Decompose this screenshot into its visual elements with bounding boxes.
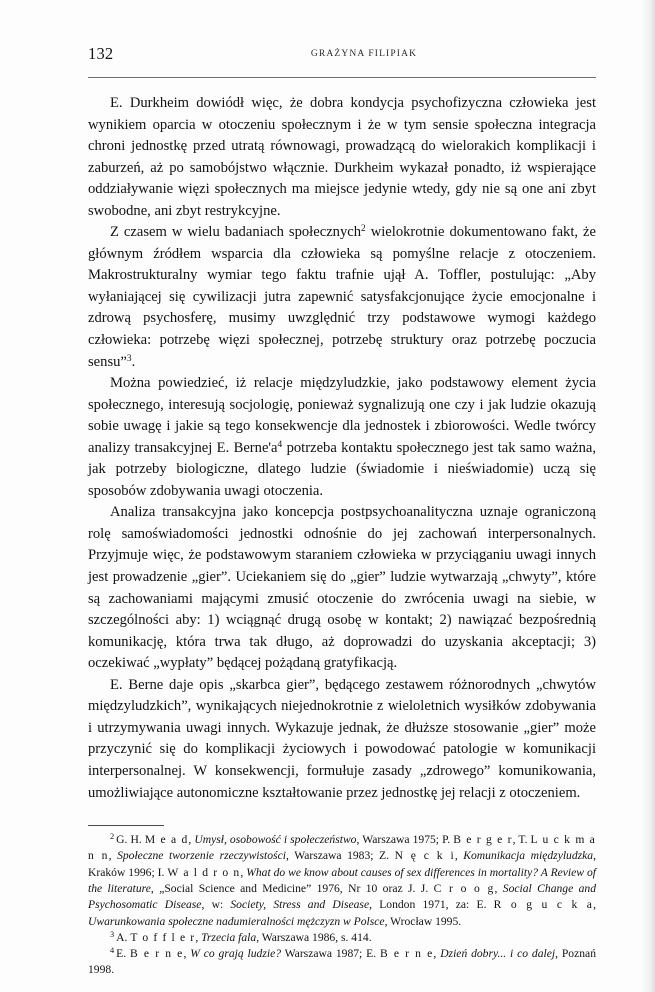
- footnote-author: M e a d: [144, 833, 189, 847]
- footnote-author: B e r g e r: [453, 833, 513, 847]
- footnote-text: , Kraków 1996; I.: [88, 849, 597, 879]
- footnote-author: T o f f l e r: [130, 930, 196, 944]
- footnote-author: B e r n e: [130, 947, 184, 961]
- body-paragraph: E. Berne daje opis „skarbca gier”, będącego zestawem różnorodnych „chwytów międzyludzkich”, wynikających niejednokrotnie z wieloletnich wysiłków zdobywania i utrzymywania uwagi innych. Wykazuje jednak, że dłuższe stosowanie „gier” może przyczynić się do komplikacji życiowych i powodować patologie w komunikacji interpersonalnej. W konsekwencji, formułuje zasady „zdrowego” komunikowania, umożliwiające autonomiczne kształtowanie przez jednostkę jej relacji z otoczeniem.: [88, 676, 596, 801]
- footnote-entry: [88, 832, 596, 930]
- footnote-title: Social Change and Psychosomatic Disease: [88, 881, 597, 912]
- body-paragraph: Z czasem w wielu badaniach społecznych$^2$ wielokrotnie dokumentowano fakt, że głównym źródłem wsparcia dla człowieka są pomyślne relacje z otoczeniem. Makrostrukturalny wymiar tego faktu trafnie ujął A. Toffler, postulując: „Aby wyłaniającej się cywilizacji jutra zapewnić satysfakcjonujące życie emocjonalne i zdrową psychosferę, musimy uwzględnić trzy podstawowe wymogi każdego człowieka: potrzebę więzi społecznej, potrzebę struktury oraz potrzebę poczucia sensu”$^3$.: [88, 224, 597, 370]
- footnote-title: W co grają ludzie?: [190, 947, 282, 961]
- footnote-marker: 3: [110, 929, 115, 939]
- footnote-title: What do we know about causes of sex differences in mortality? A Review of the literature: [88, 865, 597, 895]
- page-content: [88, 0, 596, 979]
- footnote-marker: 4: [110, 945, 115, 955]
- footnote-title: Umysł, osobowość i społeczeństwo: [194, 833, 357, 847]
- footnote-text: ,: [454, 849, 464, 863]
- footnote-author: W a l d r o n: [167, 865, 241, 879]
- footnote-text: ,: [240, 865, 247, 879]
- footnote-entry: [88, 930, 596, 946]
- footnote-text: , T.: [512, 833, 531, 847]
- running-title: GRAŻYNA FILIPIAK: [310, 49, 418, 59]
- footnote-text: , Warszawa 1983; Z.: [285, 849, 395, 863]
- footnote-entry: [88, 946, 596, 979]
- body-paragraph: Można powiedzieć, iż relacje międzyludzkie, jako podstawowy element życia społecznego, interesują socjologię, ponieważ sygnalizują one czy i jak ludzie okazują sobie uwagę i jakie są tego konsekwencje dla jednostek i zbiorowości. Wedle twórcy analizy transakcyjnej E. $Berne'a^4$ potrzeba kontaktu społecznego jest tak samo ważna, jak potrzeby biologiczne, dlatego ludzie (świadomie i nieświadomie) uczą się sposobów zdobywania uwagi otoczenia.: [88, 375, 596, 499]
- body-text: [88, 93, 596, 804]
- footnote-title: Dzień dobry... i co dalej: [440, 947, 556, 961]
- footnote-title: Society, Stress and Disease: [230, 898, 370, 912]
- footnote-text: G. H.: [116, 833, 145, 847]
- footnote-reference: 2: [361, 224, 366, 235]
- running-head: [88, 44, 596, 78]
- footnote-text: ,: [433, 947, 441, 961]
- page-number: 132: [88, 44, 114, 63]
- footnote-separator-rule: [88, 825, 164, 826]
- footnotes: [88, 832, 596, 979]
- footnote-text: ,: [183, 947, 191, 961]
- footnote-text: , London 1971, za: E.: [369, 898, 494, 912]
- header-rule: [88, 77, 596, 78]
- footnote-marker: 2: [110, 831, 115, 841]
- footnote-author: N ę c k i: [394, 849, 455, 863]
- body-paragraph: E. Durkheim dowiódł więc, że dobra kondycja psychofizyczna człowieka jest wynikiem oparcia w otoczeniu społecznym i że w tym sensie społeczna integracja chroni jednostkę przed utratą równowagi, prowadzącą do wielorakich komplikacji i zaburzeń, aż po samobójstwo włącznie. Durkheim wykazał ponadto, iż wspierające oddziaływanie więzi społecznych ma miejsce jedynie wtedy, gdy nie są one ani zbyt swobodne, ani zbyt restrykcyjne.: [88, 95, 596, 219]
- footnote-reference: 4: [277, 439, 283, 450]
- footnote-text: , „Social Science and Medicine” 1976, Nr 10 oraz J. J.: [150, 881, 434, 895]
- footnote-text: A.: [116, 930, 131, 944]
- body-paragraph: Analiza transakcyjna jako koncepcja postpsychoanalityczna uznaje ograniczoną rolę samoświadomości jednostki odnośnie do jej zachowań interpersonalnych. Przyjmuje więc, że podstawowym staraniem człowieka w przyciąganiu uwagi innych jest prowadzenie „gier”. Uciekaniem się do „gier” ludzie wytwarzają „chwyty”, które są zachowaniami mającymi zmusić otoczenie do zwrócenia uwagi na siebie, w szczególności aby: 1) wciągnąć drugą osobę w kontakt; 2) nawiązać bezpośrednią komunikację, która trwa tak długo, aż doprowadzi do uzyskania akceptacji; 3) oczekiwać „wypłaty” będącej pożądaną gratyfikacją.: [88, 504, 596, 672]
- footnote-text: , Poznań 1998.: [88, 947, 596, 977]
- footnote-title: Komunikacja międzyludzka: [463, 849, 594, 863]
- footnote-text: , Wrocław 1995.: [384, 914, 462, 928]
- footnote-text: ,: [188, 833, 195, 847]
- footnote-title: Uwarunkowania społeczne nadumieralności mężczyzn w Polsce: [88, 914, 385, 928]
- footnote-title: Trzecia fala: [201, 930, 257, 944]
- footnote-text: E.: [116, 947, 131, 961]
- footnote-author: R o g u c k a: [493, 898, 594, 912]
- footnote-author: B e r n e: [379, 947, 434, 961]
- footnote-text: ,: [108, 849, 118, 863]
- footnote-text: ,: [195, 930, 202, 944]
- footnote-reference: 3: [126, 353, 132, 364]
- footnote-text: , Warszawa 1986, s. 414.: [256, 930, 372, 944]
- footnote-text: , Warszawa 1975; P.: [356, 833, 454, 847]
- footnote-text: ,: [494, 881, 503, 895]
- footnote-title: Społeczne tworzenie rzeczywistości: [117, 849, 286, 863]
- footnote-author: C r o o g: [433, 881, 495, 895]
- footnote-text: ,: [593, 898, 596, 912]
- footnote-text: , w:: [201, 898, 231, 912]
- footnote-text: Warszawa 1987; E.: [281, 947, 380, 961]
- footnote-author: L u c k m a n n: [88, 833, 596, 863]
